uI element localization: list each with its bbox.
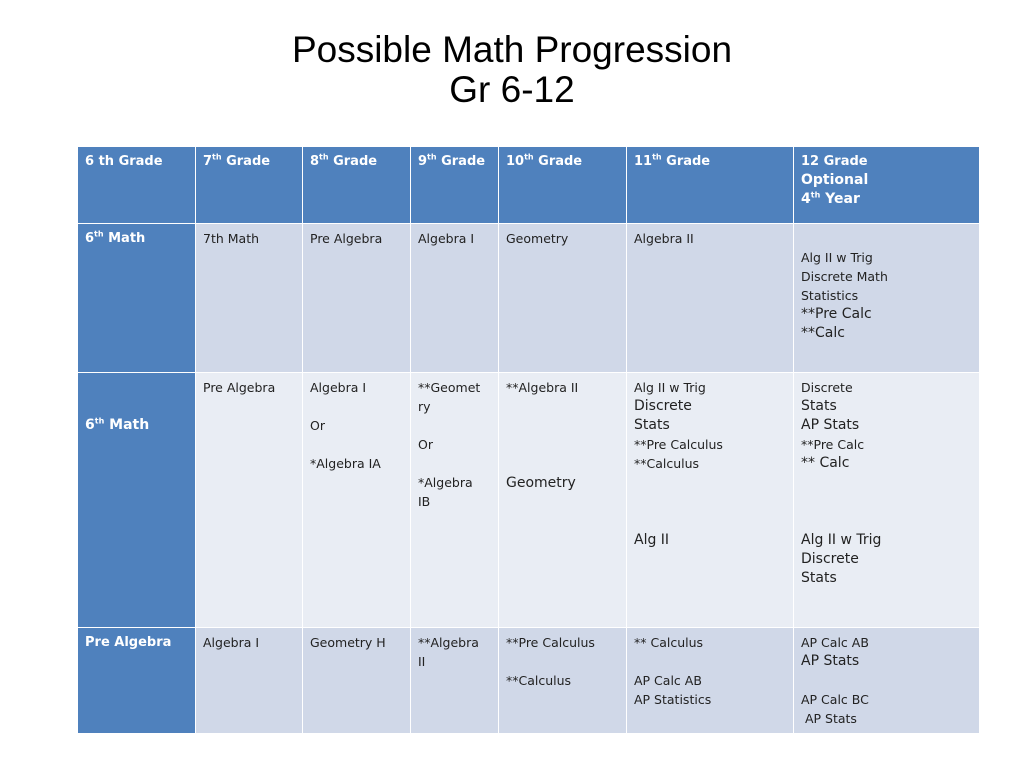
cell-r3-g8: Geometry H [303, 628, 411, 735]
title-line-1: Possible Math Progression [291, 29, 733, 70]
cell-r2-g7: Pre Algebra [196, 373, 303, 628]
table-header-row [78, 147, 980, 224]
cell-r3-g7: Algebra I [196, 628, 303, 735]
cell-r1-g11: Algebra II [627, 224, 794, 373]
cell-r1-g10: Geometry [499, 224, 627, 373]
header-8th-grade: 8th Grade [303, 147, 411, 224]
cell-r2-g12: Discrete Stats AP Stats **Pre Calc ** Calc Alg II w Trig Discrete Stats [794, 373, 980, 628]
row-head-6th-math-2: 6th Math [78, 373, 196, 628]
slide-title [0, 30, 1024, 110]
cell-r3-g9: **Algebra II [411, 628, 499, 735]
cell-r1-g7: 7th Math [196, 224, 303, 373]
cell-r1-g12: Alg II w Trig Discrete Math Statistics **Pre Calc **Calc [794, 224, 980, 373]
cell-r3-g11: ** Calculus AP Calc AB AP Statistics [627, 628, 794, 735]
row-head-pre-algebra: Pre Algebra [78, 628, 196, 735]
header-11th-grade: 11th Grade [627, 147, 794, 224]
cell-r2-g8: Algebra I Or *Algebra IA [303, 373, 411, 628]
row-head-6th-math: 6th Math [78, 224, 196, 373]
cell-r2-g10: **Algebra II Geometry [499, 373, 627, 628]
cell-r1-g9: Algebra I [411, 224, 499, 373]
header-6th-grade: 6 th Grade [78, 147, 196, 224]
cell-r3-g12: AP Calc AB AP Stats AP Calc BC AP Stats [794, 628, 980, 735]
table-row [78, 224, 980, 373]
cell-r3-g10: **Pre Calculus **Calculus [499, 628, 627, 735]
header-9th-grade: 9th Grade [411, 147, 499, 224]
header-10th-grade: 10th Grade [499, 147, 627, 224]
table-row [78, 373, 980, 628]
cell-r1-g8: Pre Algebra [303, 224, 411, 373]
table-row [78, 628, 980, 735]
header-7th-grade: 7th Grade [196, 147, 303, 224]
header-12th-grade: 12 Grade Optional 4th Year [794, 147, 980, 224]
title-line-2: Gr 6-12 [449, 69, 575, 110]
progression-table [77, 146, 980, 735]
cell-r2-g11: Alg II w Trig Discrete Stats **Pre Calculus **Calculus Alg II [627, 373, 794, 628]
cell-r2-g9: **Geomet ry Or *Algebra IB [411, 373, 499, 628]
